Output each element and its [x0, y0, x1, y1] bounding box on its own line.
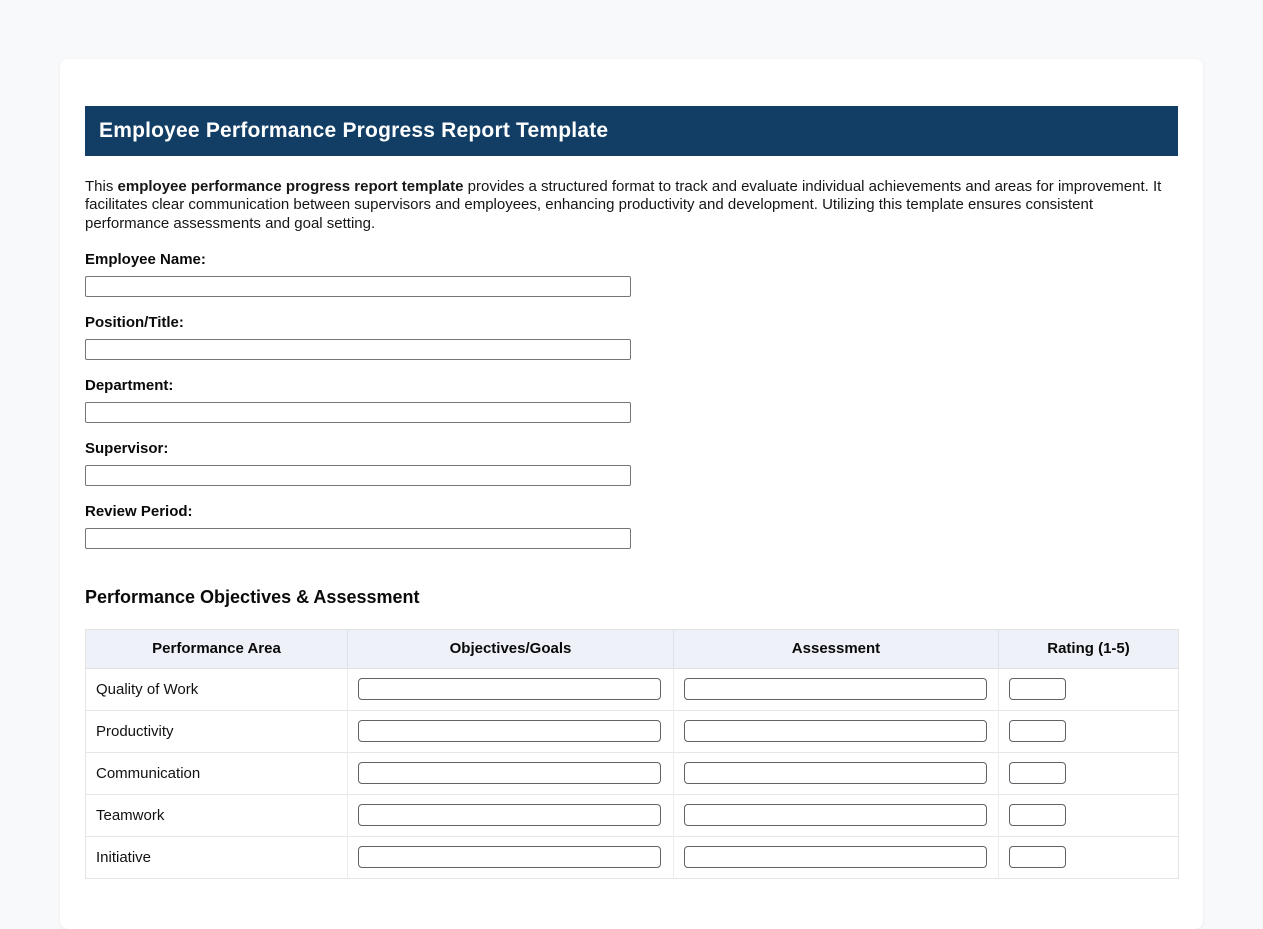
- communication-assessment-input[interactable]: [684, 762, 987, 784]
- quality-rating-input[interactable]: [1009, 678, 1066, 700]
- productivity-assessment-input[interactable]: [684, 720, 987, 742]
- report-card: [60, 59, 1203, 929]
- quality-objectives-input[interactable]: [358, 678, 661, 700]
- initiative-assessment-input[interactable]: [684, 846, 987, 868]
- employee-name-input[interactable]: [85, 276, 631, 297]
- column-header-objectives-goals: Objectives/Goals: [348, 629, 674, 668]
- column-header-performance-area: Performance Area: [86, 629, 348, 668]
- field-group-position-title: [85, 314, 1178, 360]
- supervisor-input[interactable]: [85, 465, 631, 486]
- communication-rating-input[interactable]: [1009, 762, 1066, 784]
- table-row-productivity: [86, 710, 1179, 752]
- position-title-input[interactable]: [85, 339, 631, 360]
- intro-prefix: This: [85, 178, 118, 195]
- area-label: Teamwork: [86, 794, 348, 836]
- intro-rest: provides a structured format to track and evaluate individual achievements and areas for improvement. It facilitates clear communication between supervisors and employees, enhancing productivity and development. Utilizing this template ensures consistent performance assessments and goal setting.: [85, 178, 1162, 232]
- assessment-table: [85, 629, 1179, 879]
- area-label: Quality of Work: [86, 668, 348, 710]
- review-period-input[interactable]: [85, 528, 631, 549]
- communication-objectives-input[interactable]: [358, 762, 661, 784]
- department-input[interactable]: [85, 402, 631, 423]
- table-row-teamwork: [86, 794, 1179, 836]
- employee-name-label: Employee Name:: [85, 250, 206, 268]
- intro-paragraph: [85, 178, 1178, 233]
- position-title-label: Position/Title:: [85, 313, 184, 331]
- intro-bold-phrase: employee performance progress report template: [117, 178, 464, 195]
- quality-assessment-input[interactable]: [684, 678, 987, 700]
- productivity-rating-input[interactable]: [1009, 720, 1066, 742]
- assessment-table-header: [86, 629, 1179, 668]
- table-row-initiative: [86, 836, 1179, 878]
- productivity-objectives-input[interactable]: [358, 720, 661, 742]
- assessment-table-body: [86, 668, 1179, 878]
- table-row-communication: [86, 752, 1179, 794]
- field-group-department: [85, 377, 1178, 423]
- column-header-assessment: Assessment: [674, 629, 999, 668]
- area-label: Productivity: [86, 710, 348, 752]
- teamwork-rating-input[interactable]: [1009, 804, 1066, 826]
- department-label: Department:: [85, 376, 174, 394]
- header-row: [86, 629, 1179, 668]
- supervisor-label: Supervisor:: [85, 439, 169, 457]
- column-header-rating: Rating (1-5): [999, 629, 1179, 668]
- initiative-rating-input[interactable]: [1009, 846, 1066, 868]
- teamwork-assessment-input[interactable]: [684, 804, 987, 826]
- review-period-label: Review Period:: [85, 502, 193, 520]
- table-row-quality-of-work: [86, 668, 1179, 710]
- area-label: Initiative: [86, 836, 348, 878]
- area-label: Communication: [86, 752, 348, 794]
- field-group-review-period: [85, 503, 1178, 549]
- page-title: Employee Performance Progress Report Template: [99, 119, 609, 142]
- field-group-supervisor: [85, 440, 1178, 486]
- section-heading-performance-objectives: Performance Objectives & Assessment: [85, 586, 420, 607]
- title-bar: [85, 106, 1178, 156]
- field-group-employee-name: [85, 251, 1178, 297]
- teamwork-objectives-input[interactable]: [358, 804, 661, 826]
- initiative-objectives-input[interactable]: [358, 846, 661, 868]
